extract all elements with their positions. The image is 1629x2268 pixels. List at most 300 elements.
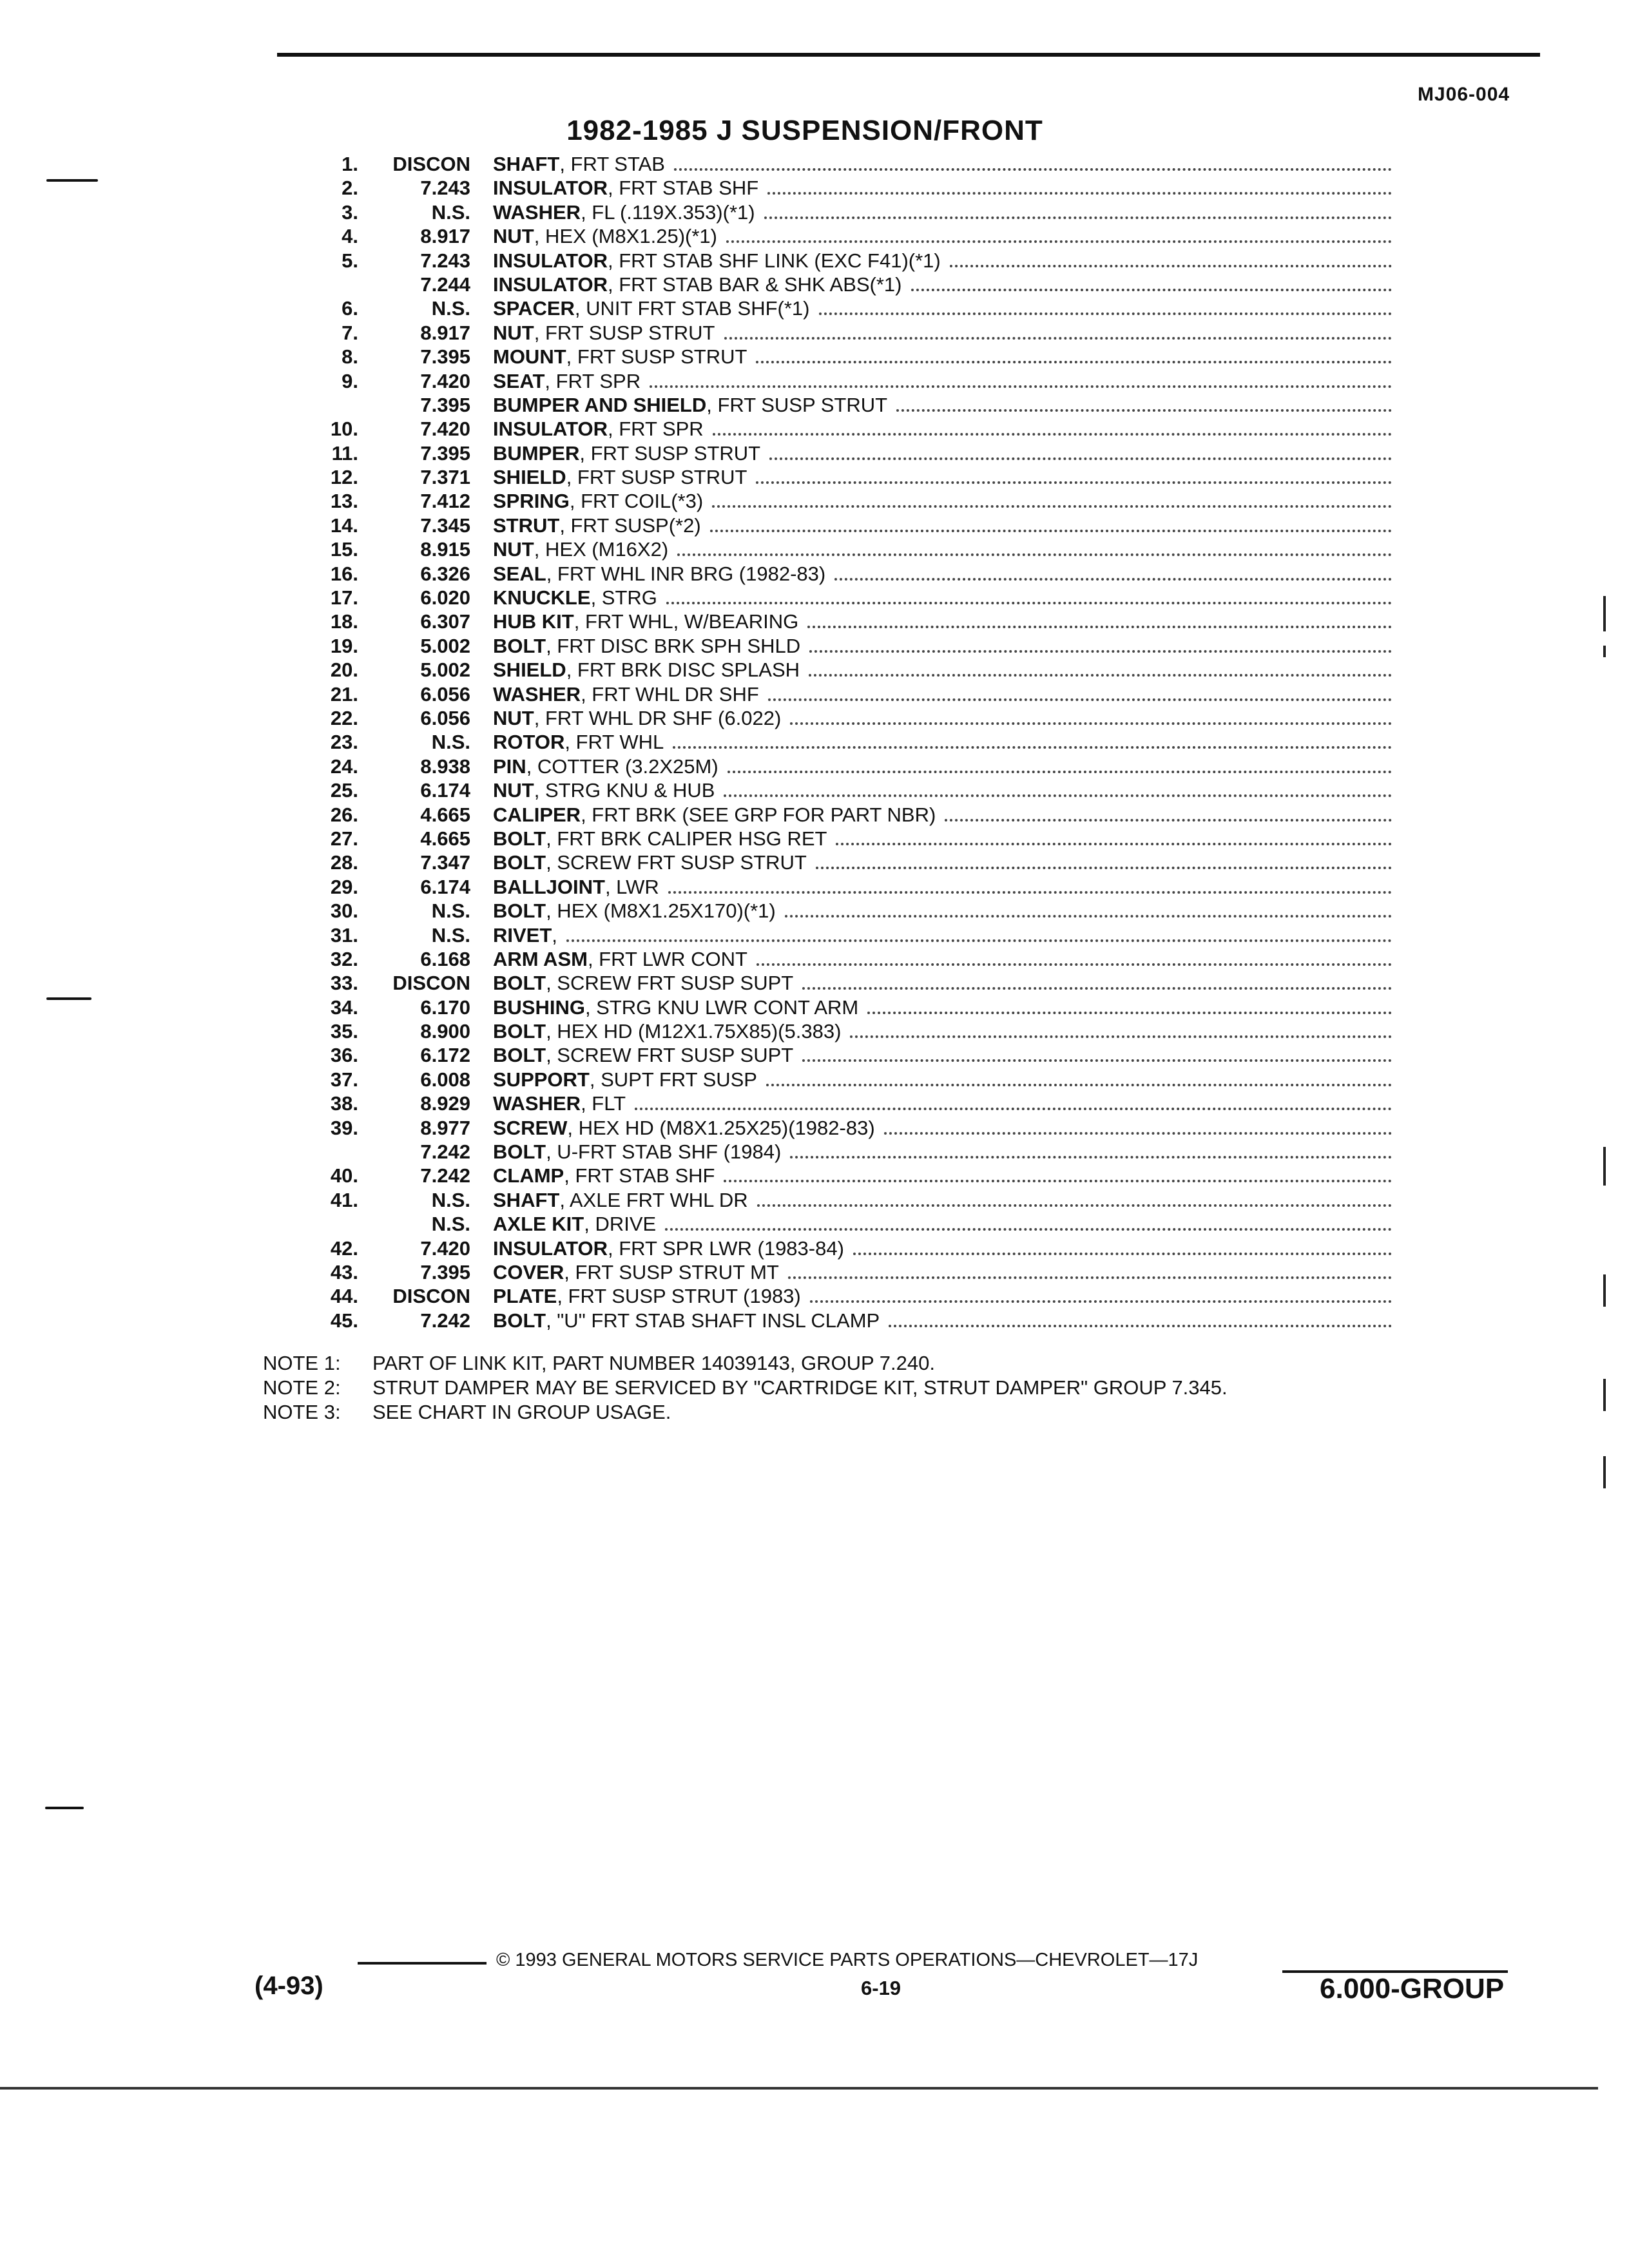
- part-description: [493, 779, 1392, 802]
- dot-leader: [788, 1264, 1392, 1279]
- part-row: [284, 635, 1392, 658]
- dot-leader: [836, 830, 1392, 845]
- dot-leader: [713, 420, 1392, 436]
- item-number: 21.: [330, 682, 358, 706]
- part-name: ARM ASM: [493, 947, 588, 970]
- dot-leader: [769, 445, 1392, 460]
- part-description: [493, 1044, 1392, 1067]
- dot-leader: [790, 1143, 1392, 1158]
- dot-leader: [666, 589, 1392, 604]
- part-detail: , UNIT FRT STAB SHF(*1): [574, 297, 810, 320]
- dot-leader: [712, 492, 1392, 508]
- dot-leader: [896, 396, 1392, 412]
- part-name: RIVET: [493, 923, 552, 947]
- item-number: 26.: [330, 803, 358, 826]
- part-row: [284, 370, 1392, 394]
- group-number: 6.307: [420, 610, 470, 633]
- part-row: [284, 249, 1392, 273]
- part-description: [493, 707, 1392, 730]
- part-description: [493, 972, 1392, 995]
- part-description: [493, 1309, 1392, 1332]
- footer-page-number: 6-19: [861, 1977, 901, 1999]
- part-description: [493, 1261, 1392, 1284]
- part-description: [493, 610, 1392, 633]
- part-description: [493, 1164, 1392, 1187]
- item-number: 32.: [330, 947, 358, 970]
- part-description: [493, 466, 1392, 489]
- dot-leader: [810, 1287, 1392, 1303]
- dot-leader: [945, 806, 1392, 822]
- page-title-text: 1982-1985 J SUSPENSION/FRONT: [566, 115, 1043, 146]
- dot-leader: [766, 1071, 1392, 1086]
- part-detail: , FRT WHL, W/BEARING: [574, 610, 799, 633]
- dot-leader: [724, 324, 1393, 340]
- part-row: [284, 466, 1392, 490]
- item-number: 5.: [342, 249, 358, 272]
- part-detail: , FRT SUSP STRUT: [566, 345, 747, 369]
- part-row: [284, 1309, 1392, 1333]
- part-description: [493, 586, 1392, 610]
- part-name: CLAMP: [493, 1164, 564, 1187]
- part-row: [284, 972, 1392, 995]
- group-number: 8.900: [420, 1020, 470, 1043]
- part-detail: , HEX (M8X1.25X170)(*1): [546, 899, 776, 923]
- part-row: [284, 707, 1392, 731]
- group-number: 7.244: [420, 273, 470, 296]
- group-number: 7.242: [420, 1164, 470, 1187]
- part-row: [284, 851, 1392, 875]
- part-detail: , FRT BRK DISC SPLASH: [566, 658, 800, 682]
- part-detail: , FRT SUSP STRUT: [706, 393, 888, 416]
- part-row: [284, 1261, 1392, 1285]
- bottom-rule: [0, 2087, 1598, 2090]
- part-detail: , SCREW FRT SUSP SUPT: [546, 972, 794, 995]
- part-name: WASHER: [493, 1092, 581, 1115]
- part-row: [284, 490, 1392, 514]
- part-name: BOLT: [493, 1020, 546, 1043]
- dot-leader: [728, 758, 1392, 773]
- margin-mark: [1603, 1147, 1606, 1186]
- part-description: [493, 225, 1392, 248]
- part-description: [493, 1140, 1392, 1164]
- part-name: BOLT: [493, 827, 546, 850]
- part-name: BOLT: [493, 1140, 546, 1164]
- group-number: 7.420: [420, 369, 470, 392]
- part-description: [493, 827, 1392, 850]
- item-number: 43.: [330, 1260, 358, 1283]
- note: [263, 1376, 1228, 1401]
- part-row: [284, 586, 1392, 610]
- dot-leader: [757, 1191, 1392, 1207]
- part-row: [284, 876, 1392, 899]
- item-number: 11.: [331, 441, 358, 465]
- parts-list: [284, 153, 1392, 1333]
- margin-mark: [1603, 646, 1606, 657]
- group-number: 5.002: [420, 658, 470, 682]
- item-number: 20.: [330, 658, 358, 682]
- item-number: 15.: [330, 538, 358, 561]
- part-row: [284, 1237, 1392, 1261]
- group-number: 6.174: [420, 875, 470, 898]
- group-number: 6.168: [420, 947, 470, 970]
- part-detail: , SUPT FRT SUSP: [589, 1068, 757, 1091]
- part-name: NUT: [493, 225, 534, 248]
- part-name: NUT: [493, 538, 534, 561]
- part-detail: , FRT STAB SHF: [564, 1164, 715, 1187]
- part-row: [284, 153, 1392, 177]
- part-row: [284, 1092, 1392, 1116]
- part-detail: , FRT BRK CALIPER HSG RET: [546, 827, 827, 850]
- part-detail: , HEX (M16X2): [534, 538, 669, 561]
- item-number: 4.: [342, 225, 358, 248]
- part-name: SHAFT: [493, 1188, 560, 1211]
- part-detail: , AXLE FRT WHL DR: [559, 1188, 748, 1211]
- group-number: N.S.: [431, 923, 470, 947]
- page-code: MJ06-004: [1418, 84, 1510, 105]
- part-description: [493, 1237, 1392, 1260]
- part-detail: , FRT STAB BAR & SHK ABS(*1): [607, 273, 902, 296]
- part-name: SEAT: [493, 369, 545, 392]
- part-name: BUMPER: [493, 441, 580, 465]
- group-number: 7.412: [420, 490, 470, 513]
- part-name: BOLT: [493, 634, 546, 657]
- part-description: [493, 1189, 1392, 1212]
- part-name: PIN: [493, 754, 526, 778]
- part-name: STRUT: [493, 514, 560, 537]
- part-description: [493, 370, 1392, 393]
- group-number: 7.371: [420, 466, 470, 489]
- part-row: [284, 683, 1392, 707]
- dot-leader: [950, 252, 1392, 267]
- part-name: COVER: [493, 1260, 564, 1283]
- group-number: 7.395: [420, 441, 470, 465]
- part-name: SHIELD: [493, 466, 566, 489]
- part-row: [284, 996, 1392, 1020]
- part-row: [284, 779, 1392, 803]
- dot-leader: [726, 227, 1392, 243]
- item-number: 38.: [330, 1092, 358, 1115]
- item-number: 27.: [330, 827, 358, 850]
- part-detail: , FRT SPR LWR (1983-84): [607, 1236, 844, 1260]
- dot-leader: [677, 541, 1392, 556]
- dot-leader: [710, 517, 1392, 532]
- part-row: [284, 442, 1392, 466]
- group-number: N.S.: [431, 1188, 470, 1211]
- part-row: [284, 1285, 1392, 1309]
- item-number: 10.: [330, 418, 358, 441]
- dot-leader: [566, 927, 1392, 942]
- part-description: [493, 249, 1392, 273]
- part-row: [284, 297, 1392, 321]
- item-number: 18.: [330, 610, 358, 633]
- item-number: 16.: [330, 562, 358, 585]
- item-number: 39.: [330, 1116, 358, 1139]
- note-label: NOTE 1:: [263, 1352, 341, 1374]
- group-number: 4.665: [420, 803, 470, 826]
- note-text: PART OF LINK KIT, PART NUMBER 14039143, GROUP 7.240.: [372, 1352, 935, 1374]
- dot-leader: [785, 902, 1392, 918]
- footer-rule-left: [358, 1962, 487, 1965]
- dot-leader: [756, 468, 1392, 484]
- part-row: [284, 658, 1392, 682]
- item-number: 24.: [330, 754, 358, 778]
- part-row: [284, 394, 1392, 418]
- part-name: HUB KIT: [493, 610, 574, 633]
- note-label: NOTE 3:: [263, 1401, 341, 1423]
- top-rule: [277, 53, 1540, 57]
- margin-mark: [1603, 596, 1606, 631]
- part-row: [284, 538, 1392, 562]
- group-number: 8.938: [420, 754, 470, 778]
- part-description: [493, 345, 1392, 369]
- dot-leader: [809, 661, 1392, 677]
- part-name: AXLE KIT: [493, 1213, 584, 1236]
- group-number: DISCON: [392, 972, 470, 995]
- dot-leader: [809, 637, 1392, 653]
- dot-leader: [850, 1023, 1392, 1038]
- part-detail: , FRT SUSP STRUT MT: [564, 1260, 779, 1283]
- part-description: [493, 201, 1392, 224]
- part-detail: , FRT STAB SHF LINK (EXC F41)(*1): [607, 249, 941, 272]
- note: [263, 1401, 1228, 1425]
- part-description: [493, 442, 1392, 465]
- item-number: 17.: [330, 586, 358, 610]
- part-row: [284, 562, 1392, 586]
- part-detail: , FRT LWR CONT: [587, 947, 747, 970]
- part-name: NUT: [493, 321, 534, 344]
- dot-leader: [884, 1119, 1392, 1135]
- footer-group: 6.000-GROUP: [1320, 1973, 1505, 2004]
- part-row: [284, 731, 1392, 754]
- part-name: INSULATOR: [493, 418, 608, 441]
- part-detail: , DRIVE: [584, 1213, 657, 1236]
- dot-leader: [807, 613, 1392, 628]
- item-number: 23.: [330, 731, 358, 754]
- margin-mark: [1603, 1456, 1606, 1488]
- part-name: CALIPER: [493, 803, 581, 826]
- part-description: [493, 562, 1392, 586]
- part-name: NUT: [493, 706, 534, 729]
- part-row: [284, 201, 1392, 225]
- part-row: [284, 1117, 1392, 1140]
- part-detail: , FRT SUSP(*2): [559, 514, 701, 537]
- part-description: [493, 1020, 1392, 1043]
- item-number: 9.: [342, 369, 358, 392]
- notes: [263, 1352, 1228, 1425]
- part-description: [493, 803, 1392, 827]
- part-description: [493, 394, 1392, 417]
- part-name: ROTOR: [493, 731, 565, 754]
- dot-leader: [802, 974, 1392, 990]
- part-name: MOUNT: [493, 345, 566, 369]
- item-number: 13.: [330, 490, 358, 513]
- group-number: 8.915: [420, 538, 470, 561]
- part-name: INSULATOR: [493, 273, 608, 296]
- part-description: [493, 1117, 1392, 1140]
- part-row: [284, 803, 1392, 827]
- group-number: 6.326: [420, 562, 470, 585]
- part-description: [493, 1285, 1392, 1308]
- part-detail: , FRT SPR: [545, 369, 641, 392]
- binder-mark: [46, 997, 92, 1000]
- item-number: 35.: [330, 1020, 358, 1043]
- group-number: 8.977: [420, 1116, 470, 1139]
- part-detail: , FRT WHL: [564, 731, 664, 754]
- part-detail: , STRG KNU LWR CONT ARM: [584, 995, 859, 1019]
- dot-leader: [867, 999, 1392, 1014]
- part-name: INSULATOR: [493, 1236, 608, 1260]
- part-row: [284, 924, 1392, 948]
- item-number: 3.: [342, 200, 358, 224]
- footer-date: (4-93): [255, 1972, 323, 2000]
- group-number: 7.395: [420, 393, 470, 416]
- dot-leader: [834, 565, 1392, 581]
- dot-leader: [757, 950, 1392, 966]
- item-number: 36.: [330, 1044, 358, 1067]
- part-row: [284, 1164, 1392, 1188]
- item-number: 37.: [330, 1068, 358, 1091]
- part-row: [284, 827, 1392, 851]
- dot-leader: [768, 686, 1392, 701]
- dot-leader: [635, 1095, 1392, 1110]
- part-description: [493, 273, 1392, 296]
- item-number: 1.: [342, 153, 358, 175]
- item-number: 40.: [330, 1164, 358, 1187]
- dot-leader: [802, 1046, 1392, 1062]
- group-number: 6.008: [420, 1068, 470, 1091]
- item-number: 31.: [330, 923, 358, 947]
- item-number: 22.: [330, 706, 358, 729]
- part-description: [493, 683, 1392, 706]
- item-number: 25.: [330, 779, 358, 802]
- item-number: 41.: [330, 1188, 358, 1211]
- group-number: 6.056: [420, 682, 470, 706]
- part-name: BOLT: [493, 1044, 546, 1067]
- part-name: INSULATOR: [493, 249, 608, 272]
- dot-leader: [650, 372, 1392, 388]
- part-detail: , U-FRT STAB SHF (1984): [546, 1140, 782, 1164]
- group-number: 7.347: [420, 851, 470, 874]
- item-number: 6.: [342, 297, 358, 320]
- group-number: 7.420: [420, 1236, 470, 1260]
- part-detail: , FRT SUSP STRUT: [566, 466, 747, 489]
- group-number: 7.243: [420, 177, 470, 200]
- part-description: [493, 490, 1392, 513]
- part-detail: , FLT: [581, 1092, 626, 1115]
- group-number: DISCON: [392, 1285, 470, 1308]
- group-number: 6.170: [420, 995, 470, 1019]
- dot-leader: [889, 1312, 1392, 1327]
- part-row: [284, 322, 1392, 345]
- part-row: [284, 755, 1392, 779]
- part-detail: , HEX HD (M8X1.25X25)(1982-83): [567, 1116, 875, 1139]
- group-number: 8.917: [420, 225, 470, 248]
- part-row: [284, 1140, 1392, 1164]
- group-number: 7.345: [420, 514, 470, 537]
- part-detail: , FL (.119X.353)(*1): [581, 200, 755, 224]
- part-name: SPACER: [493, 297, 575, 320]
- group-number: N.S.: [431, 731, 470, 754]
- part-name: SHAFT: [493, 153, 560, 175]
- group-number: 7.395: [420, 1260, 470, 1283]
- part-row: [284, 1020, 1392, 1044]
- part-detail: , LWR: [604, 875, 659, 898]
- group-number: 6.020: [420, 586, 470, 610]
- group-number: 7.242: [420, 1309, 470, 1332]
- group-number: 7.243: [420, 249, 470, 272]
- page-title: [0, 115, 1629, 147]
- part-description: [493, 322, 1392, 345]
- note-text: SEE CHART IN GROUP USAGE.: [372, 1401, 671, 1423]
- part-detail: , SCREW FRT SUSP STRUT: [546, 851, 807, 874]
- part-name: SPRING: [493, 490, 570, 513]
- part-row: [284, 1044, 1392, 1068]
- group-number: 6.174: [420, 779, 470, 802]
- part-name: BUSHING: [493, 995, 585, 1019]
- part-name: BOLT: [493, 972, 546, 995]
- part-name: INSULATOR: [493, 177, 608, 200]
- part-name: SUPPORT: [493, 1068, 590, 1091]
- dot-leader: [673, 733, 1392, 749]
- part-description: [493, 755, 1392, 778]
- note-label: NOTE 2:: [263, 1376, 341, 1399]
- note-text: STRUT DAMPER MAY BE SERVICED BY "CARTRIDGE KIT, STRUT DAMPER" GROUP 7.345.: [372, 1376, 1228, 1399]
- group-number: 8.929: [420, 1092, 470, 1115]
- item-number: 45.: [330, 1309, 358, 1332]
- part-detail: , SCREW FRT SUSP SUPT: [546, 1044, 794, 1067]
- group-number: 5.002: [420, 634, 470, 657]
- part-description: [493, 297, 1392, 320]
- part-row: [284, 1068, 1392, 1092]
- item-number: 8.: [342, 345, 358, 369]
- part-detail: , FRT DISC BRK SPH SHLD: [546, 634, 801, 657]
- part-description: [493, 899, 1392, 923]
- part-row: [284, 1189, 1392, 1213]
- part-detail: , FRT SPR: [607, 418, 704, 441]
- part-detail: , FRT COIL(*3): [569, 490, 704, 513]
- part-detail: , HEX (M8X1.25)(*1): [534, 225, 717, 248]
- part-name: BOLT: [493, 899, 546, 923]
- group-number: 6.056: [420, 706, 470, 729]
- part-row: [284, 273, 1392, 297]
- part-row: [284, 177, 1392, 200]
- group-number: 8.917: [420, 321, 470, 344]
- part-row: [284, 1213, 1392, 1236]
- dot-leader: [756, 348, 1392, 363]
- part-name: NUT: [493, 779, 534, 802]
- part-row: [284, 345, 1392, 369]
- dot-leader: [764, 204, 1392, 219]
- part-row: [284, 948, 1392, 972]
- part-name: WASHER: [493, 200, 581, 224]
- part-detail: , FRT SUSP STRUT (1983): [557, 1285, 801, 1308]
- group-number: 6.172: [420, 1044, 470, 1067]
- part-row: [284, 514, 1392, 538]
- item-number: 28.: [330, 851, 358, 874]
- dot-leader: [668, 878, 1392, 894]
- dot-leader: [674, 155, 1392, 171]
- part-name: KNUCKLE: [493, 586, 591, 610]
- part-description: [493, 538, 1392, 561]
- group-number: 7.242: [420, 1140, 470, 1164]
- item-number: 34.: [330, 995, 358, 1019]
- binder-mark: [46, 179, 98, 182]
- part-description: [493, 418, 1392, 441]
- item-number: 7.: [342, 321, 358, 344]
- part-name: BOLT: [493, 851, 546, 874]
- part-row: [284, 418, 1392, 441]
- part-name: SHIELD: [493, 658, 566, 682]
